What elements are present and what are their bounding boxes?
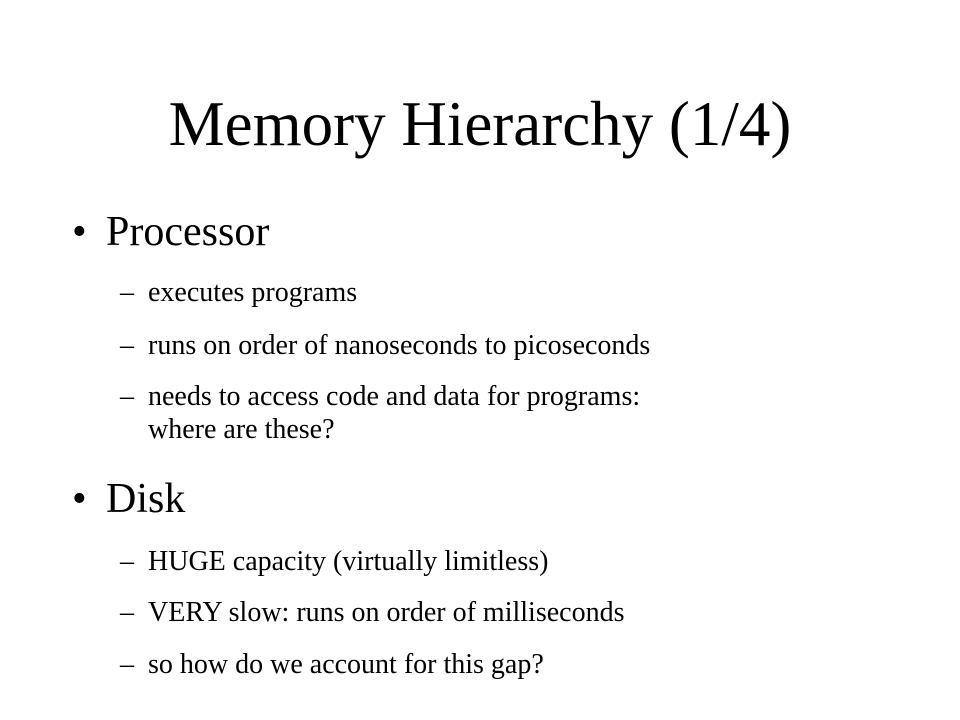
sub-item-text: VERY slow: runs on order of milliseconds [148,597,625,628]
dash-glyph: – [120,546,134,577]
dash-glyph: – [120,277,134,308]
dash-glyph: – [120,330,134,361]
bullet-disk [72,475,185,523]
slide-title: Memory Hierarchy (1/4) [168,89,792,159]
sub-item-text: so how do we account for this gap? [148,649,544,680]
bullet-processor [72,208,269,256]
dash-glyph: – [120,381,134,412]
sub-item-text: runs on order of nanoseconds to picoseconds [148,330,651,361]
dash-glyph: – [120,649,134,680]
dash-glyph: – [120,597,134,628]
sub-item-text: HUGE capacity (virtually limitless) [148,546,549,577]
bullet-glyph: • [72,209,87,255]
sub-item-text: needs to access code and data for programs: [148,381,641,412]
bullet-heading: Processor [106,209,270,255]
sub-item-continuation: where are these? [148,414,335,445]
sub-item-text: executes programs [148,277,358,308]
bullet-heading: Disk [106,476,186,522]
bullet-glyph: • [72,476,87,522]
